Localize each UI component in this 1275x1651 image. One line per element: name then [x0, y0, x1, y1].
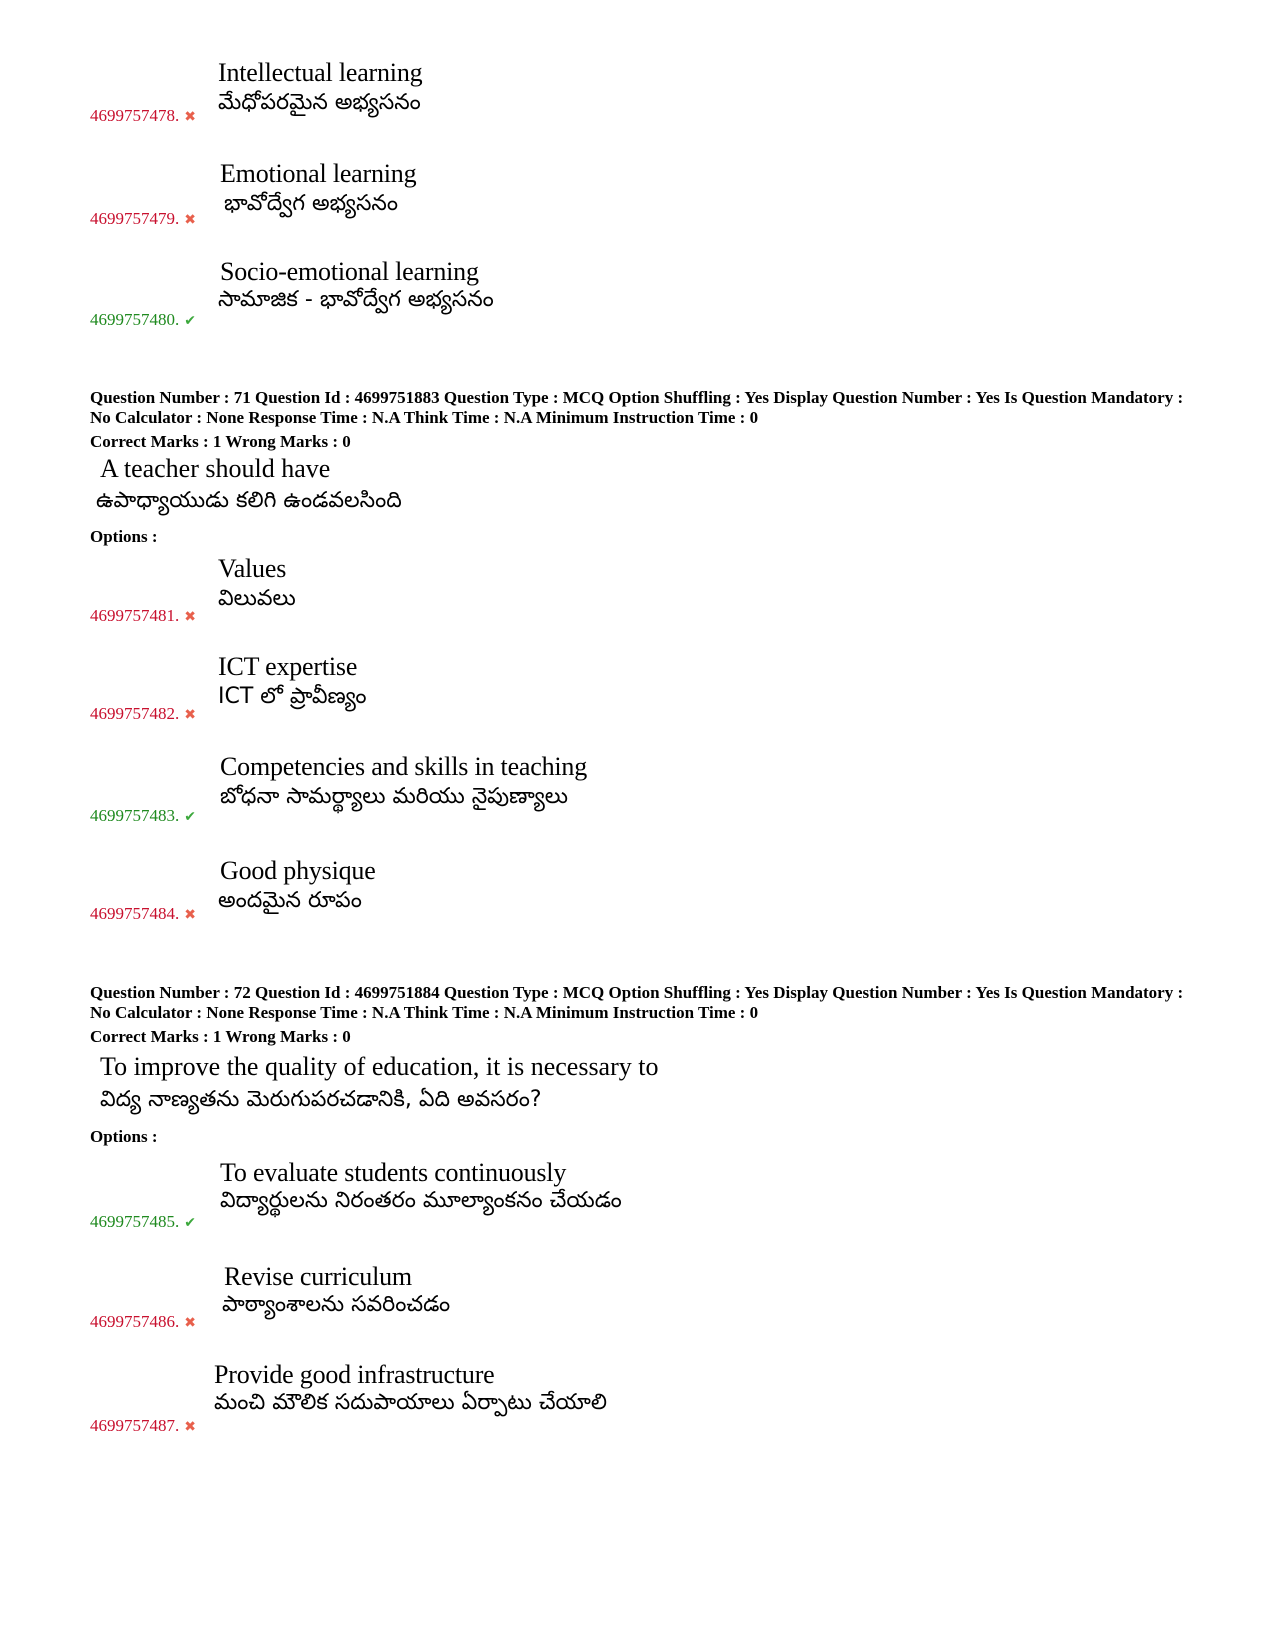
option-text-te: విద్యార్థులను నిరంతరం మూల్యాంకనం చేయడం [220, 1188, 622, 1213]
option-text-te: బోధనా సామర్థ్యాలు మరియు నైపుణ్యాలు [220, 784, 569, 809]
check-icon: ✔ [184, 1215, 196, 1231]
option-id: 4699757487. ✖ [90, 1416, 196, 1435]
option-text-en: Competencies and skills in teaching [220, 752, 588, 781]
option-text-en: Revise curriculum [224, 1262, 412, 1291]
option-id: 4699757478. ✖ [90, 106, 196, 125]
cross-icon: ✖ [184, 1419, 196, 1435]
question-71-text-te: ఉపాధ్యాయుడు కలిగి ఉండవలసింది [96, 488, 402, 513]
option-text-te: మంచి మౌలిక సదుపాయాలు ఏర్పాటు చేయాలి [214, 1390, 608, 1415]
question-marks: Correct Marks : 1 Wrong Marks : 0 [90, 432, 351, 451]
option-text-en: Socio-emotional learning [220, 257, 479, 286]
option-text-en: To evaluate students continuously [220, 1158, 567, 1187]
cross-icon: ✖ [184, 707, 196, 723]
option-id: 4699757482. ✖ [90, 704, 196, 723]
cross-icon: ✖ [184, 212, 196, 228]
question-72-text-te: విద్య నాణ్యతను మెరుగుపరచడానికి, ఏది అవసరం? [100, 1087, 542, 1112]
cross-icon: ✖ [184, 1315, 196, 1331]
option-text-te: అందమైన రూపం [218, 888, 362, 913]
options-label: Options : [90, 1127, 158, 1146]
option-id: 4699757481. ✖ [90, 606, 196, 625]
option-text-en: Intellectual learning [218, 58, 423, 87]
cross-icon: ✖ [184, 609, 196, 625]
check-icon: ✔ [184, 313, 196, 329]
option-text-te: భావోద్వేగ అభ్యసనం [224, 191, 398, 216]
option-id: 4699757486. ✖ [90, 1312, 196, 1331]
option-text-te: సామాజిక - భావోద్వేగ అభ్యసనం [218, 287, 494, 312]
option-text-te: పాఠ్యాంశాలను సవరించడం [222, 1292, 451, 1317]
option-text-en: ICT expertise [218, 652, 358, 681]
question-72-text-en: To improve the quality of education, it is necessary to [100, 1052, 659, 1081]
cross-icon: ✖ [184, 907, 196, 923]
question-71-meta [90, 388, 1200, 452]
option-id: 4699757485. ✔ [90, 1212, 196, 1231]
option-id: 4699757480. ✔ [90, 310, 196, 329]
options-label: Options : [90, 527, 158, 546]
question-marks: Correct Marks : 1 Wrong Marks : 0 [90, 1027, 351, 1046]
option-text-en: Emotional learning [220, 159, 417, 188]
option-id: 4699757484. ✖ [90, 904, 196, 923]
option-text-en: Values [218, 554, 287, 583]
cross-icon: ✖ [184, 109, 196, 125]
question-71-text-en: A teacher should have [100, 454, 331, 483]
question-meta-text: Question Number : 72 Question Id : 4699751884 Question Type : MCQ Option Shuffling : Yes Display Question Number : Yes Is Question Mandatory : No Calculator : None Response Time : N.A Think Time : N.A Minimum Instruction Time : 0 [90, 983, 1184, 1022]
question-meta-text: Question Number : 71 Question Id : 4699751883 Question Type : MCQ Option Shuffling : Yes Display Question Number : Yes Is Question Mandatory : No Calculator : None Response Time : N.A Think Time : N.A Minimum Instruction Time : 0 [90, 388, 1184, 427]
option-text-en: Good physique [220, 856, 376, 885]
option-text-te: విలువలు [218, 586, 296, 611]
option-id: 4699757479. ✖ [90, 209, 196, 228]
option-text-te: మేధోపరమైన అభ్యసనం [218, 90, 421, 115]
option-text-en: Provide good infrastructure [214, 1360, 495, 1389]
option-id: 4699757483. ✔ [90, 806, 196, 825]
option-text-te: ICT లో ప్రావీణ్యం [218, 684, 367, 709]
check-icon: ✔ [184, 809, 196, 825]
question-72-meta [90, 983, 1200, 1047]
